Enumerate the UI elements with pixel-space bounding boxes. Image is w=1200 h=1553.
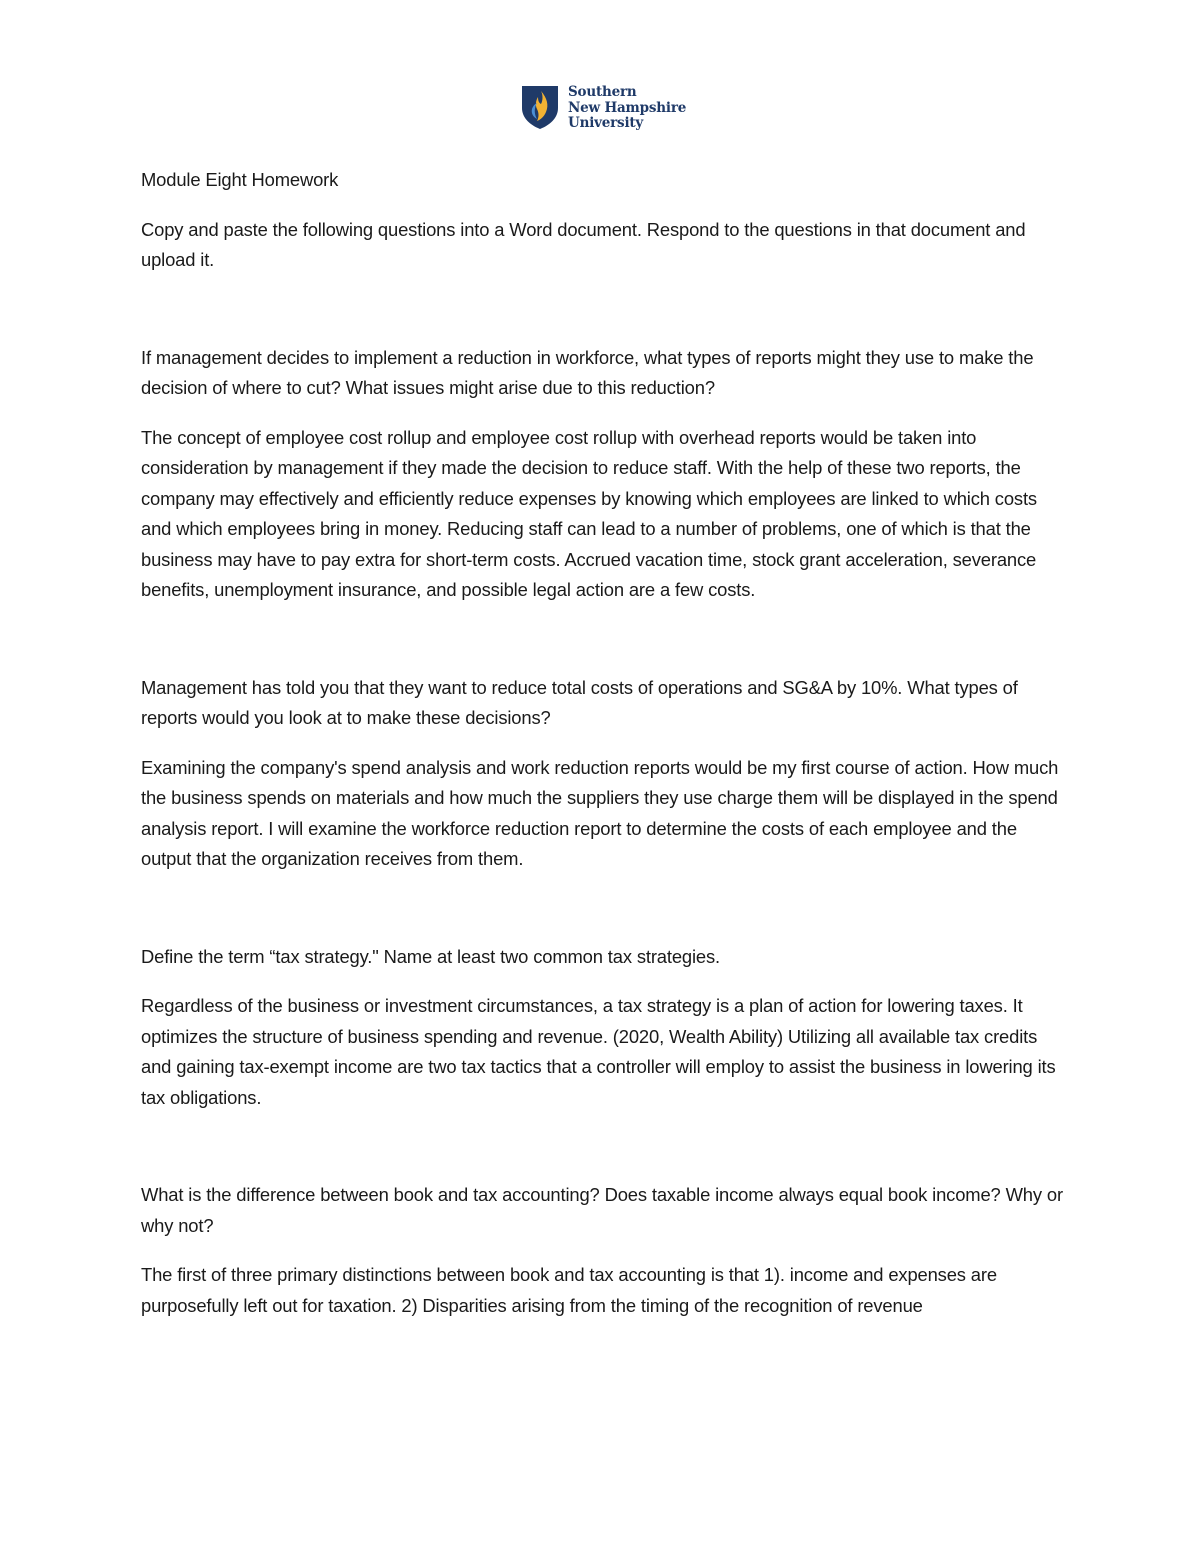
answer-3: Regardless of the business or investment circumstances, a tax strategy is a plan of action for lowering taxes. It optimizes the structure of business spending and revenue. (2020, Wealth Ability) Utilizing all available tax credits and gaining tax-exempt income are two tax tactics that a controller will employ to assist the business in lowering its tax obligations. [141,995,1056,1108]
snhu-shield-icon [520,84,560,130]
logo-wordmark [568,85,686,132]
logo-line-2: New Hampshire [568,99,687,116]
answer-2: Examining the company's spend analysis and work reduction reports would be my first course of action. How much the business spends on materials and how much the suppliers they use charge them will be displayed in the spend analysis report. I will examine the workforce reduction report to determine the costs of each employee and the output that the organization receives from them. [141,756,1059,869]
instructions: Copy and paste the following questions into a Word document. Respond to the questions in that document and upload it. [141,218,1026,270]
question-2: Management has told you that they want to reduce total costs of operations and SG&A by 10%. What types of reports would you look at to make these decisions? [141,676,1018,728]
question-4: What is the difference between book and tax accounting? Does taxable income always equal book income? Why or why not? [141,1184,1063,1236]
document-body [141,165,1066,1340]
question-3: Define the term “tax strategy." Name at least two common tax strategies. [141,945,721,967]
logo-line-1: Southern [568,84,637,100]
document-title: Module Eight Homework [141,169,339,190]
university-logo [520,84,686,132]
answer-4: The first of three primary distinctions between book and tax accounting is that 1). income and expenses are purposefully left out for taxation. 2) Disparities arising from the timing of the recognition of revenue [141,1264,997,1316]
question-1: If management decides to implement a reduction in workforce, what types of reports might they use to make the decision of where to cut? What issues might arise due to this reduction? [141,346,1034,398]
answer-1: The concept of employee cost rollup and employee cost rollup with overhead reports would be taken into consideration by management if they made the decision to reduce staff. With the help of these two reports, the company may effectively and efficiently reduce expenses by knowing which employees are linked to which costs and which employees bring in money. Reducing staff can lead to a number of problems, one of which is that the business may have to pay extra for short-term costs. Accrued vacation time, stock grant acceleration, severance benefits, unemployment insurance, and possible legal action are a few costs. [141,426,1037,600]
logo-line-3: University [568,115,644,131]
